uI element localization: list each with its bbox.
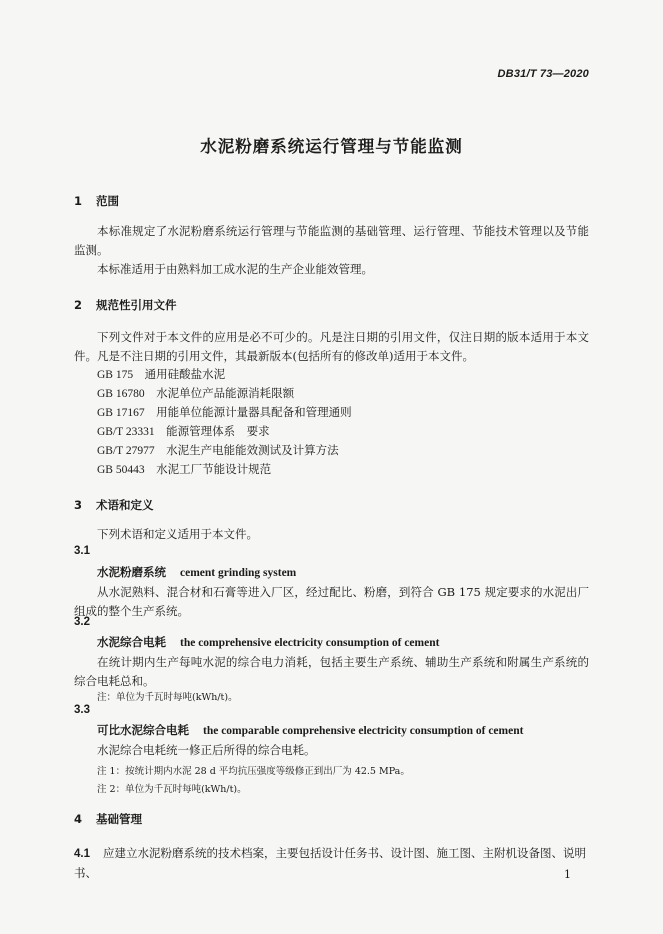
term-number: 3.1 bbox=[74, 545, 90, 557]
reference-item bbox=[97, 423, 270, 439]
section-4-heading bbox=[74, 811, 142, 827]
reference-code: GB/T 27977 bbox=[97, 445, 155, 457]
section-number: 3 bbox=[74, 498, 83, 512]
section-1-heading bbox=[74, 193, 119, 209]
paragraph: 下列文件对于本文件的应用是必不可少的。凡是注日期的引用文件，仅注日期的版本适用于本文件。凡是不注日期的引用文件，其最新版本(包括所有的修改单)适用于本文件。 bbox=[74, 330, 589, 363]
term-en: the comprehensive electricity consumption of cement bbox=[180, 637, 440, 649]
section-3-heading bbox=[74, 497, 154, 513]
term-zh: 水泥粉磨系统 bbox=[97, 565, 166, 579]
term-en: cement grinding system bbox=[180, 567, 297, 579]
term-definition: 在统计期内生产每吨水泥的综合电力消耗，包括主要生产系统、辅助生产系统和附属生产系统的综合电耗总和。 bbox=[74, 655, 589, 688]
section-title: 术语和定义 bbox=[96, 498, 154, 512]
reference-title: 水泥生产电能能效测试及计算方法 bbox=[166, 443, 339, 457]
reference-code: GB 175 bbox=[97, 369, 134, 381]
term-heading bbox=[97, 722, 523, 738]
term-note: 注 2：单位为千瓦时每吨(kWh/t)。 bbox=[97, 784, 247, 795]
section-number: 1 bbox=[74, 194, 83, 208]
term-note: 注 1：按统计期内水泥 28 d 平均抗压强度等级修正到出厂为 42.5 MPa。 bbox=[97, 766, 410, 777]
reference-code: GB/T 23331 bbox=[97, 426, 155, 438]
term-number: 3.3 bbox=[74, 704, 90, 716]
term-definition: 水泥综合电耗统一修正后所得的综合电耗。 bbox=[97, 743, 316, 757]
document-number: DB31/T 73—2020 bbox=[497, 68, 589, 80]
term-zh: 可比水泥综合电耗 bbox=[97, 723, 189, 737]
section-title: 范围 bbox=[96, 194, 119, 208]
term-note: 注：单位为千瓦时每吨(kWh/t)。 bbox=[97, 692, 238, 703]
section-number: 2 bbox=[74, 298, 83, 312]
reference-title: 水泥工厂节能设计规范 bbox=[156, 462, 272, 476]
clause-text: 应建立水泥粉磨系统的技术档案，主要包括设计任务书、设计图、施工图、主附机设备图、说明书、 bbox=[74, 846, 586, 880]
reference-item bbox=[97, 385, 294, 401]
section-2-heading bbox=[74, 297, 177, 313]
term-definition: 从水泥熟料、混合材和石膏等进入厂区，经过配比、粉磨，到符合 GB 175 规定要求的水泥出厂组成的整个生产系统。 bbox=[74, 585, 589, 618]
page-number: 1 bbox=[564, 868, 571, 881]
term-en: the comparable comprehensive electricity consumption of cement bbox=[203, 725, 524, 737]
term-zh: 水泥综合电耗 bbox=[97, 635, 166, 649]
reference-title: 用能单位能源计量器具配备和管理通则 bbox=[156, 405, 352, 419]
reference-title: 能源管理体系 要求 bbox=[166, 424, 270, 438]
reference-code: GB 17167 bbox=[97, 407, 145, 419]
reference-title: 通用硅酸盐水泥 bbox=[144, 367, 226, 381]
reference-code: GB 50443 bbox=[97, 464, 145, 476]
reference-item bbox=[97, 366, 225, 382]
section-title: 基础管理 bbox=[96, 812, 142, 826]
clause-4-1 bbox=[74, 844, 589, 883]
paragraph: 本标准适用于由熟料加工成水泥的生产企业能效管理。 bbox=[97, 262, 373, 276]
section-title: 规范性引用文件 bbox=[96, 298, 177, 312]
reference-item bbox=[97, 442, 339, 458]
term-heading bbox=[97, 634, 439, 650]
paragraph: 下列术语和定义适用于本文件。 bbox=[97, 527, 258, 541]
reference-title: 水泥单位产品能源消耗限额 bbox=[156, 386, 295, 400]
reference-item bbox=[97, 404, 352, 420]
term-number: 3.2 bbox=[74, 616, 90, 628]
page-title: 水泥粉磨系统运行管理与节能监测 bbox=[200, 137, 463, 156]
section-number: 4 bbox=[74, 812, 83, 826]
reference-code: GB 16780 bbox=[97, 388, 145, 400]
clause-number: 4.1 bbox=[74, 848, 90, 860]
reference-item bbox=[97, 461, 271, 477]
term-heading bbox=[97, 564, 296, 580]
paragraph: 本标准规定了水泥粉磨系统运行管理与节能监测的基础管理、运行管理、节能技术管理以及节能监测。 bbox=[74, 224, 589, 257]
